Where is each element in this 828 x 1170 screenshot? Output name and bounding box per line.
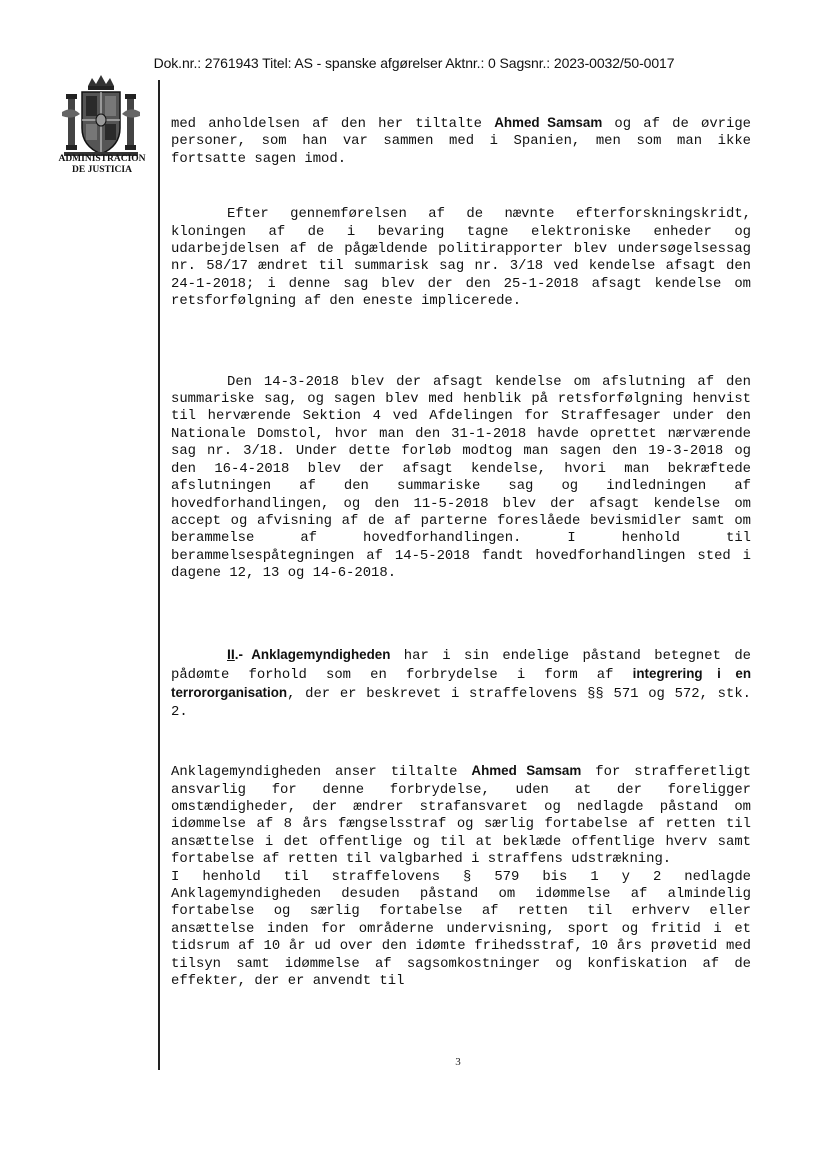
document-body — [171, 114, 751, 990]
defendant-name: Ahmed Samsam — [494, 115, 603, 130]
paragraph-6: I henhold til straffelovens § 579 bis 1 y 2 nedlagde Anklagemyndigheden desuden påstand om idømmelse af almindelig fortabelse og særlig fortabelse af retten til erhverv eller ansættelse inden for områderne undervisning, sport og fritid i et tidsrum af 10 år ud over den idømte frihedsstraf, 10 års prøvetid med tilsyn samt idømmelse af sagsomkostninger og konfiskation af de effekter, der er anvendt til — [171, 868, 751, 990]
logo-caption-line1: ADMINISTRACION — [58, 154, 146, 164]
defendant-name: Ahmed Samsam — [471, 763, 582, 779]
paragraph-1: med anholdelsen af den her tiltalte Ahmed Samsam og af de øvrige personer, som han var sammen med i Spanien, men som man ikke fortsatte sagen imod. — [171, 115, 751, 167]
page-number: 3 — [455, 1056, 461, 1068]
section-number: II — [227, 645, 235, 662]
paragraph-4: II.- Anklagemyndigheden har i sin endelige påstand betegnet de pådømte forhold som en forbrydelse i form af integrering i en terrororganisation, der er beskrevet i straffelovens §§ 571 og 572, stk. 2. — [171, 645, 751, 720]
logo-caption-line2: DE JUSTICIA — [72, 165, 132, 175]
paragraph-2: Efter gennemførelsen af de nævnte efterforskningskridt, kloningen af de i bevaring tagne elektroniske enheder og udarbejdelsen af de pågældende politirapporter blev undersøgelsessag nr. 58/17 ændret til summarisk sag nr. 3/18 ved kendelse afsagt den 24-1-2018; i denne sag blev der den 25-1-2018 afsagt kendelse om retsforfølgning af den eneste implicerede. — [171, 206, 751, 310]
document-header: Dok.nr.: 2761943 Titel: AS - spanske afgørelser Aktnr.: 0 Sagsnr.: 2023-0032/50-0017 — [153, 55, 675, 71]
logo-caption — [54, 154, 150, 176]
coat-of-arms-logo — [60, 72, 142, 164]
prosecution-heading: Anklagemyndigheden — [251, 646, 391, 662]
paragraph-3: Den 14-3-2018 blev der afsagt kendelse om afslutning af den summariske sag, og sagen blev med henblik på retsforfølgning henvist til herværende Sektion 4 ved Afdelingen for Straffesager under den Nationale Domstol, hvor man den 31-1-2018 havde oprettet nærværende sag nr. 3/18. Under dette forløb modtog man sagen den 19-3-2018 og den 16-4-2018 blev der afsagt kendelse, hvori man bekræftede afslutningen af den summariske sag og indledningen af hovedforhandlingen, og den 11-5-2018 blev der afsagt kendelse om accept og afvisning af de af parterne foreslåede bevismidler samt om berammelse af hovedforhandlingen. I henhold til berammelsespåtegningen af 14-5-2018 fandt hovedforhandlingen sted i dagene 12, 13 og 14-6-2018. — [171, 373, 751, 582]
offence-name: integrering i en terrororganisation — [171, 665, 751, 701]
paragraph-5: Anklagemyndigheden anser tiltalte Ahmed Samsam for strafferetligt ansvarlig for denne forbrydelse, uden at der foreligger omstændigheder, der ændrer strafansvaret og nedlagde påstand om idømmelse af 8 års fængselsstraf og særlig fortabelse af retten til ansættelse i det offentlige og til at beklæde offentlige hverv samt fortabelse af retten til valgbarhed i straffens udstrækning. — [171, 763, 751, 868]
margin-rule — [158, 80, 160, 1070]
